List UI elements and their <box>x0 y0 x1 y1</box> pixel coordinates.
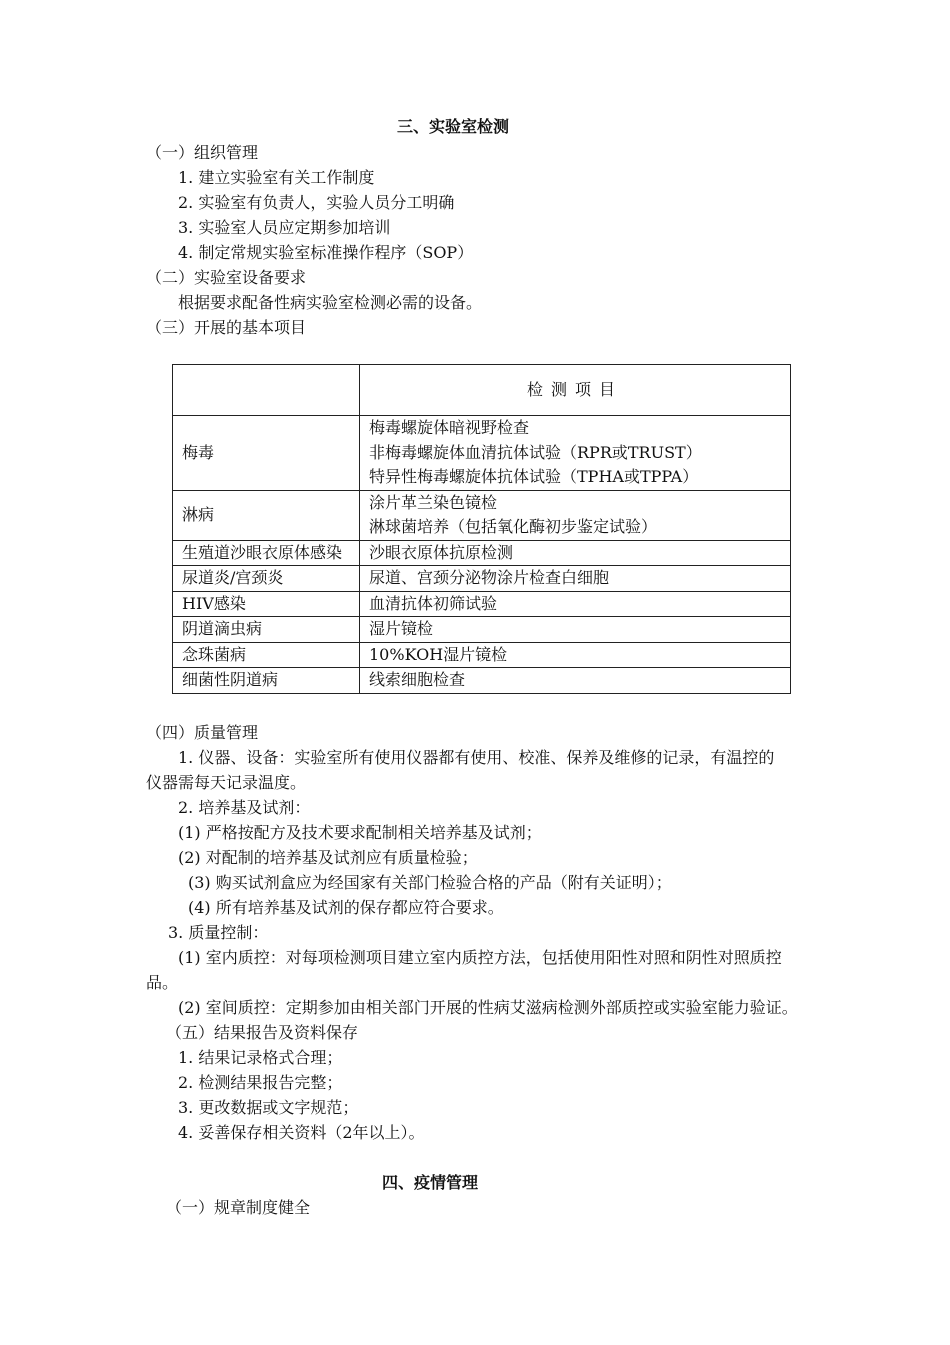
list-item: (1) 严格按配方及技术要求配制相关培养基及试剂； <box>178 823 542 842</box>
tests-cell: 血清抗体初筛试验 <box>360 591 791 617</box>
table-header-empty-cell <box>173 365 360 416</box>
table-row <box>173 540 791 566</box>
table-row <box>173 591 791 617</box>
table-row <box>173 566 791 592</box>
list-item: 品。 <box>146 973 179 992</box>
subsection-1-heading: （一）组织管理 <box>146 143 259 162</box>
table-row <box>173 490 791 540</box>
disease-cell: HIV感染 <box>173 591 360 617</box>
test-item: 淋球菌培养（包括氧化酶初步鉴定试验） <box>369 517 658 536</box>
tests-cell: 尿道、宫颈分泌物涂片检查白细胞 <box>360 566 791 592</box>
paragraph: 1. 仪器、设备：实验室所有使用仪器都有使用、校准、保养及维修的记录，有温控的 <box>178 748 775 767</box>
disease-cell: 梅毒 <box>173 416 360 491</box>
tests-cell: 线索细胞检查 <box>360 668 791 694</box>
subsection-3-heading: （三）开展的基本项目 <box>146 318 307 337</box>
tests-cell: 沙眼衣原体抗原检测 <box>360 540 791 566</box>
subsection-1-heading: （一）规章制度健全 <box>166 1198 311 1217</box>
test-item: 特异性梅毒螺旋体抗体试验（TPHA或TPPA） <box>369 467 699 486</box>
list-item: 3. 更改数据或文字规范； <box>178 1098 359 1117</box>
disease-cell: 念珠菌病 <box>173 642 360 668</box>
disease-cell: 尿道炎/宫颈炎 <box>173 566 360 592</box>
test-item: 梅毒螺旋体暗视野检查 <box>369 418 530 437</box>
test-item: 涂片革兰染色镜检 <box>369 492 498 512</box>
paragraph: 根据要求配备性病实验室检测必需的设备。 <box>178 293 483 312</box>
table-row <box>173 416 791 491</box>
tests-cell <box>360 490 791 540</box>
disease-cell: 阴道滴虫病 <box>173 617 360 643</box>
list-item: (1) 室内质控：对每项检测项目建立室内质控方法，包括使用阳性对照和阴性对照质控 <box>178 948 782 967</box>
paragraph: 3. 质量控制： <box>168 923 269 942</box>
lab-tests-table <box>172 364 791 694</box>
tests-cell <box>360 416 791 491</box>
disease-cell: 细菌性阴道病 <box>173 668 360 694</box>
list-item: (2) 室间质控：定期参加由相关部门开展的性病艾滋病检测外部质控或实验室能力验证。 <box>178 998 798 1017</box>
section-3-title: 三、实验室检测 <box>396 117 509 136</box>
list-item: 4. 妥善保存相关资料（2年以上）。 <box>178 1123 425 1142</box>
list-item: 1. 结果记录格式合理； <box>178 1048 343 1067</box>
table-header-cell: 检测项目 <box>360 365 791 416</box>
list-item: 1. 建立实验室有关工作制度 <box>178 168 375 187</box>
paragraph: 仪器需每天记录温度。 <box>146 773 307 792</box>
list-item: 4. 制定常规实验室标准操作程序（SOP） <box>178 243 474 262</box>
table-header-row <box>173 365 791 416</box>
tests-cell: 湿片镜检 <box>360 617 791 643</box>
paragraph: 2. 培养基及试剂： <box>178 798 311 817</box>
list-item: 2. 检测结果报告完整； <box>178 1073 343 1092</box>
list-item: (2) 对配制的培养基及试剂应有质量检验； <box>178 848 478 867</box>
subsection-4-heading: （四）质量管理 <box>146 723 259 742</box>
disease-cell: 生殖道沙眼衣原体感染 <box>173 540 360 566</box>
list-item: 3. 实验室人员应定期参加培训 <box>178 218 391 237</box>
disease-cell: 淋病 <box>173 490 360 540</box>
subsection-5-heading: （五）结果报告及资料保存 <box>166 1023 359 1042</box>
table-row <box>173 668 791 694</box>
table-row <box>173 617 791 643</box>
list-item: 2. 实验室有负责人，实验人员分工明确 <box>178 193 455 212</box>
subsection-2-heading: （二）实验室设备要求 <box>146 268 307 287</box>
list-item: (4) 所有培养基及试剂的保存都应符合要求。 <box>188 898 504 917</box>
test-item: 非梅毒螺旋体血清抗体试验（RPR或TRUST） <box>369 442 702 462</box>
list-item: (3) 购买试剂盒应为经国家有关部门检验合格的产品（附有关证明）； <box>188 873 672 892</box>
section-4-title: 四、疫情管理 <box>381 1173 478 1192</box>
tests-cell: 10%KOH湿片镜检 <box>360 642 791 668</box>
table-row <box>173 642 791 668</box>
